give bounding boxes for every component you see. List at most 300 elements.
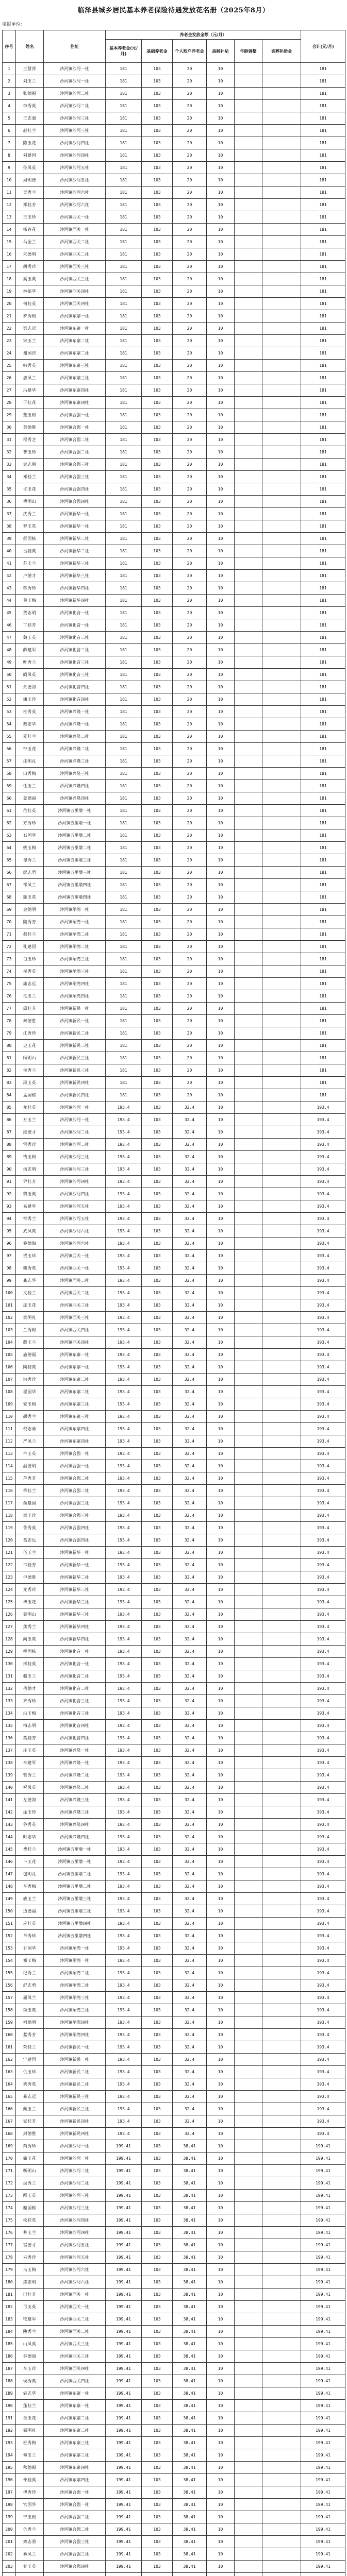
cell-total: 199.41 xyxy=(301,2165,345,2177)
cell-age-adj xyxy=(235,162,262,174)
cell-base: 103 xyxy=(142,1732,173,1744)
cell-address: 沙河镇闸湾二社 xyxy=(44,1979,106,1992)
cell-seq: 130 xyxy=(3,1658,16,1670)
cell-subsidy: 10 xyxy=(207,1287,235,1299)
cell-address: 沙河镇东寨一社 xyxy=(44,323,106,335)
cell-age-adj xyxy=(235,520,262,533)
cell-name: 辛建军 xyxy=(16,1757,44,1769)
cell-basic: 193.4 xyxy=(106,1942,142,1955)
cell-seq: 69 xyxy=(3,904,16,916)
cell-age-adj xyxy=(235,1608,262,1621)
cell-age-adj xyxy=(235,1312,262,1324)
cell-subsidy: 10 xyxy=(207,632,235,644)
cell-basic: 193.4 xyxy=(106,1213,142,1225)
cell-base: 103 xyxy=(142,1930,173,1942)
cell-subsidy: 10 xyxy=(207,1584,235,1596)
cell-name: 仇秀兰 xyxy=(16,2523,44,2536)
cell-basic: 193.4 xyxy=(106,1905,142,1918)
cell-age-adj xyxy=(235,1794,262,1806)
cell-subsidy: 10 xyxy=(207,1608,235,1621)
table-row xyxy=(3,2301,345,2313)
cell-name: 雷秀珍 xyxy=(16,1139,44,1151)
cell-total: 181 xyxy=(301,471,345,483)
table-row xyxy=(3,459,345,471)
cell-name: 田秀梅 xyxy=(16,768,44,780)
cell-personal: 32.4 xyxy=(173,1942,207,1955)
cell-name xyxy=(16,2573,44,2576)
cell-address: 沙河镇沙河二社 xyxy=(44,100,106,112)
cell-subsidy: 10 xyxy=(207,434,235,446)
table-row xyxy=(3,1744,345,1757)
cell-subsidy: 10 xyxy=(207,1868,235,1880)
cell-total: 181 xyxy=(301,656,345,669)
cell-personal: 32.4 xyxy=(173,1584,207,1596)
cell-total: 193.4 xyxy=(301,1139,345,1151)
cell-other xyxy=(262,1621,301,1633)
cell-name: 宁玉梅 xyxy=(16,2511,44,2523)
cell-other xyxy=(262,1522,301,1534)
cell-total: 199.41 xyxy=(301,2536,345,2548)
cell-name: 甘玉英 xyxy=(16,2561,44,2573)
cell-base: 103 xyxy=(142,2326,173,2338)
cell-base: 103 xyxy=(142,335,173,347)
cell-other xyxy=(262,1979,301,1992)
cell-address: 沙河镇沙河四社 xyxy=(44,137,106,149)
cell-name: 尹桂芳 xyxy=(16,1176,44,1188)
cell-other xyxy=(262,1782,301,1794)
table-row xyxy=(3,1732,345,1744)
cell-address: 沙河镇兴隆四社 xyxy=(44,1831,106,1843)
cell-subsidy: 10 xyxy=(207,755,235,768)
cell-other xyxy=(262,1349,301,1361)
cell-other xyxy=(262,1930,301,1942)
cell-personal: 20 xyxy=(173,384,207,397)
cell-total: 193.4 xyxy=(301,1967,345,1979)
cell-age-adj xyxy=(235,829,262,842)
cell-name: 刘玉兰 xyxy=(16,75,44,88)
cell-age-adj xyxy=(235,2511,262,2523)
cell-name: 龚志华 xyxy=(16,1275,44,1287)
cell-address: 沙河镇闸湾一社 xyxy=(44,1955,106,1967)
cell-base: 103 xyxy=(142,1510,173,1522)
cell-other xyxy=(262,1089,301,1101)
table-row xyxy=(3,1831,345,1843)
cell-seq: 150 xyxy=(3,1905,16,1918)
col-header-seq: 序号 xyxy=(3,30,16,63)
cell-name: 暴志远 xyxy=(16,2091,44,2103)
cell-personal: 20 xyxy=(173,199,207,211)
cell-total: 181 xyxy=(301,285,345,298)
cell-basic: 193.4 xyxy=(106,1757,142,1769)
table-row xyxy=(3,1596,345,1608)
cell-age-adj xyxy=(235,1670,262,1683)
cell-total: 199.41 xyxy=(301,2363,345,2375)
cell-total: 193.4 xyxy=(301,1646,345,1658)
cell-other xyxy=(262,1744,301,1757)
cell-subsidy: 10 xyxy=(207,1151,235,1163)
col-header-total: 合计(元/月) xyxy=(301,30,345,63)
cell-basic: 193.4 xyxy=(106,1930,142,1942)
table-row xyxy=(3,2091,345,2103)
cell-subsidy: 10 xyxy=(207,1200,235,1213)
cell-total: 181 xyxy=(301,137,345,149)
cell-base: 103 xyxy=(142,1027,173,1040)
cell-total: 199.41 xyxy=(301,2338,345,2350)
cell-total: 199.41 xyxy=(301,2190,345,2202)
cell-subsidy: 10 xyxy=(207,582,235,595)
cell-subsidy: 10 xyxy=(207,75,235,88)
cell-seq: 136 xyxy=(3,1732,16,1744)
cell-total: 181 xyxy=(301,768,345,780)
cell-other xyxy=(262,1967,301,1979)
cell-age-adj xyxy=(235,1683,262,1695)
cell-age-adj xyxy=(235,2499,262,2511)
cell-address: 沙河镇兴隆一社 xyxy=(44,1757,106,1769)
cell-name: 邱桂芳 xyxy=(16,1003,44,1015)
cell-base: 103 xyxy=(142,1880,173,1893)
cell-base: 103 xyxy=(142,496,173,508)
cell-age-adj xyxy=(235,1151,262,1163)
cell-age-adj xyxy=(235,2103,262,2115)
cell-other xyxy=(262,557,301,570)
cell-age-adj xyxy=(235,2326,262,2338)
cell-seq: 148 xyxy=(3,1880,16,1893)
cell-subsidy: 10 xyxy=(207,1658,235,1670)
cell-basic: 199.41 xyxy=(106,2239,142,2251)
cell-subsidy: 10 xyxy=(207,1411,235,1423)
cell-base: 103 xyxy=(142,199,173,211)
cell-other xyxy=(262,1670,301,1683)
table-row xyxy=(3,199,345,211)
cell-basic: 181 xyxy=(106,557,142,570)
cell-name: 祝凤英 xyxy=(16,1782,44,1794)
cell-address: 沙河镇五里墩三社 xyxy=(44,1893,106,1905)
cell-seq: 25 xyxy=(3,360,16,372)
cell-subsidy: 10 xyxy=(207,706,235,718)
cell-base: 103 xyxy=(142,2338,173,2350)
cell-seq: 186 xyxy=(3,2350,16,2363)
cell-total: 181 xyxy=(301,817,345,829)
cell-basic: 193.4 xyxy=(106,1262,142,1275)
cell-total: 199.41 xyxy=(301,2375,345,2387)
cell-age-adj xyxy=(235,125,262,137)
cell-age-adj xyxy=(235,780,262,792)
cell-personal: 32.4 xyxy=(173,1843,207,1856)
cell-age-adj xyxy=(235,372,262,384)
table-row xyxy=(3,941,345,953)
cell-subsidy: 10 xyxy=(207,224,235,236)
cell-address: 沙河镇东寨四社 xyxy=(44,2462,106,2474)
cell-address: 沙河镇新华一社 xyxy=(44,1559,106,1571)
cell-personal: 38.41 xyxy=(173,2437,207,2449)
table-row xyxy=(3,508,345,520)
cell-seq: 5 xyxy=(3,112,16,125)
cell-age-adj xyxy=(235,1806,262,1819)
cell-age-adj xyxy=(235,1386,262,1398)
cell-age-adj xyxy=(235,1510,262,1522)
cell-total: 193.4 xyxy=(301,1349,345,1361)
table-row xyxy=(3,347,345,360)
cell-name: 山凤英 xyxy=(16,2338,44,2350)
cell-other xyxy=(262,2462,301,2474)
cell-seq: 133 xyxy=(3,1695,16,1707)
cell-total: 193.4 xyxy=(301,1275,345,1287)
cell-base: 103 xyxy=(142,2437,173,2449)
cell-subsidy: 10 xyxy=(207,2227,235,2239)
cell-basic: 193.4 xyxy=(106,1868,142,1880)
cell-total: 193.4 xyxy=(301,1423,345,1435)
cell-basic: 199.41 xyxy=(106,2301,142,2313)
cell-other xyxy=(262,2301,301,2313)
cell-subsidy: 10 xyxy=(207,2264,235,2276)
cell-seq: 149 xyxy=(3,1893,16,1905)
cell-subsidy: 10 xyxy=(207,879,235,891)
cell-address: 沙河镇西关四社 xyxy=(44,1324,106,1336)
cell-other xyxy=(262,360,301,372)
cell-total: 193.4 xyxy=(301,1596,345,1608)
cell-personal: 38.41 xyxy=(173,2400,207,2412)
cell-base: 103 xyxy=(142,1707,173,1720)
cell-basic: 193.4 xyxy=(106,1139,142,1151)
cell-name: 龙桂英 xyxy=(16,1101,44,1114)
cell-personal: 20 xyxy=(173,434,207,446)
cell-base: 103 xyxy=(142,248,173,261)
cell-basic: 199.41 xyxy=(106,2326,142,2338)
cell-base: 103 xyxy=(142,1720,173,1732)
cell-address: 沙河镇沙河三社 xyxy=(44,2202,106,2214)
cell-age-adj xyxy=(235,1040,262,1052)
cell-total: 181 xyxy=(301,397,345,409)
cell-seq: 48 xyxy=(3,644,16,656)
cell-base: 103 xyxy=(142,1695,173,1707)
cell-seq: 113 xyxy=(3,1448,16,1460)
cell-other xyxy=(262,2437,301,2449)
cell-address: 沙河镇五里墩三社 xyxy=(44,867,106,879)
cell-age-adj xyxy=(235,2561,262,2573)
cell-age-adj xyxy=(235,1077,262,1089)
cell-basic: 199.41 xyxy=(106,2251,142,2264)
cell-base: 103 xyxy=(142,2190,173,2202)
cell-basic: 181 xyxy=(106,854,142,867)
cell-subsidy: 10 xyxy=(207,372,235,384)
cell-seq: 124 xyxy=(3,1584,16,1596)
cell-personal: 20 xyxy=(173,891,207,904)
cell-other xyxy=(262,2078,301,2091)
cell-age-adj xyxy=(235,1497,262,1510)
cell-base: 103 xyxy=(142,1200,173,1213)
cell-age-adj xyxy=(235,1856,262,1868)
cell-address: 沙河镇新民三社 xyxy=(44,1052,106,1064)
cell-name: 葛志远 xyxy=(16,1534,44,1547)
cell-subsidy: 10 xyxy=(207,1510,235,1522)
table-row xyxy=(3,2573,345,2576)
cell-address: 沙河镇西关一社 xyxy=(44,2301,106,2313)
cell-address: 沙河镇沙河二社 xyxy=(44,2177,106,2190)
cell-address: 沙河镇五里墩四社 xyxy=(44,879,106,891)
cell-age-adj xyxy=(235,298,262,310)
cell-personal: 32.4 xyxy=(173,1744,207,1757)
table-row xyxy=(3,471,345,483)
cell-subsidy: 10 xyxy=(207,409,235,421)
cell-personal: 32.4 xyxy=(173,1757,207,1769)
cell-total: 181 xyxy=(301,483,345,496)
cell-total: 181 xyxy=(301,1064,345,1077)
cell-total: 193.4 xyxy=(301,1497,345,1510)
cell-subsidy: 10 xyxy=(207,2289,235,2301)
cell-address: 沙河镇沙河四社 xyxy=(44,1188,106,1200)
cell-personal: 38.41 xyxy=(173,2264,207,2276)
cell-age-adj xyxy=(235,1324,262,1336)
cell-other xyxy=(262,1238,301,1250)
cell-basic: 193.4 xyxy=(106,1670,142,1683)
cell-address: 沙河镇沙河一社 xyxy=(44,1114,106,1126)
cell-name: 樊明礼 xyxy=(16,1312,44,1324)
cell-seq: 3 xyxy=(3,88,16,100)
table-row xyxy=(3,1707,345,1720)
cell-total: 181 xyxy=(301,298,345,310)
table-row xyxy=(3,990,345,1003)
cell-total: 181 xyxy=(301,965,345,978)
cell-personal: 20 xyxy=(173,829,207,842)
cell-subsidy: 10 xyxy=(207,619,235,632)
cell-base: 103 xyxy=(142,125,173,137)
cell-basic: 193.4 xyxy=(106,1707,142,1720)
cell-other xyxy=(262,965,301,978)
cell-name: 靳明山 xyxy=(16,2165,44,2177)
cell-name: 祁玉梅 xyxy=(16,1955,44,1967)
cell-basic: 181 xyxy=(106,1064,142,1077)
cell-base: 103 xyxy=(142,582,173,595)
cell-seq: 30 xyxy=(3,421,16,434)
cell-basic: 199.41 xyxy=(106,2425,142,2437)
cell-age-adj xyxy=(235,1967,262,1979)
cell-total: 193.4 xyxy=(301,1250,345,1262)
cell-subsidy: 10 xyxy=(207,1967,235,1979)
cell-seq: 51 xyxy=(3,681,16,693)
cell-address: 沙河镇合强二社 xyxy=(44,446,106,459)
cell-other xyxy=(262,2375,301,2387)
cell-subsidy: 10 xyxy=(207,681,235,693)
cell-personal: 32.4 xyxy=(173,1646,207,1658)
cell-other xyxy=(262,1225,301,1238)
cell-name: 吴秀兰 xyxy=(16,187,44,199)
cell-address: 沙河镇西关一社 xyxy=(44,2289,106,2301)
cell-basic: 181 xyxy=(106,953,142,965)
cell-other xyxy=(262,1918,301,1930)
cell-subsidy: 10 xyxy=(207,520,235,533)
cell-other xyxy=(262,63,301,75)
cell-other xyxy=(262,1262,301,1275)
cell-basic: 193.4 xyxy=(106,1349,142,1361)
cell-address: 沙河镇闸湾三社 xyxy=(44,953,106,965)
cell-seq: 13 xyxy=(3,211,16,224)
table-row xyxy=(3,224,345,236)
cell-base: 103 xyxy=(142,1782,173,1794)
cell-base: 103 xyxy=(142,1176,173,1188)
cell-name: 秋德福 xyxy=(16,2462,44,2474)
cell-address: 沙河镇西关四社 xyxy=(44,2363,106,2375)
cell-address: 沙河镇沙河六社 xyxy=(44,1238,106,1250)
cell-address: 沙河镇新民二社 xyxy=(44,2078,106,2091)
cell-name: 陈玉花 xyxy=(16,137,44,149)
cell-basic: 181 xyxy=(106,434,142,446)
cell-base: 103 xyxy=(142,1386,173,1398)
cell-seq: 58 xyxy=(3,768,16,780)
cell-subsidy: 10 xyxy=(207,1250,235,1262)
cell-seq: 22 xyxy=(3,323,16,335)
cell-total: 199.41 xyxy=(301,2474,345,2486)
table-row xyxy=(3,1510,345,1522)
cell-total: 181 xyxy=(301,1027,345,1040)
cell-subsidy: 10 xyxy=(207,1361,235,1374)
cell-other xyxy=(262,545,301,557)
cell-subsidy: 10 xyxy=(207,1485,235,1497)
cell-subsidy: 10 xyxy=(207,2091,235,2103)
cell-name: 郑桂芳 xyxy=(16,199,44,211)
cell-age-adj xyxy=(235,1979,262,1992)
cell-basic: 181 xyxy=(106,310,142,323)
cell-base: 103 xyxy=(142,1608,173,1621)
cell-other xyxy=(262,1510,301,1522)
cell-address: 沙河镇闸湾三社 xyxy=(44,1992,106,2004)
cell-other xyxy=(262,2350,301,2363)
cell-personal: 32.4 xyxy=(173,1374,207,1386)
cell-total: 181 xyxy=(301,446,345,459)
cell-base: 103 xyxy=(142,607,173,619)
cell-total: 193.4 xyxy=(301,1176,345,1188)
cell-address: 沙河镇东寨三社 xyxy=(44,1411,106,1423)
cell-age-adj xyxy=(235,1757,262,1769)
cell-subsidy: 10 xyxy=(207,1782,235,1794)
cell-seq: 57 xyxy=(3,755,16,768)
cell-age-adj xyxy=(235,681,262,693)
cell-personal: 20 xyxy=(173,619,207,632)
table-row xyxy=(3,2350,345,2363)
cell-total: 181 xyxy=(301,928,345,941)
cell-base: 103 xyxy=(142,224,173,236)
cell-personal: 38.41 xyxy=(173,2289,207,2301)
cell-personal: 32.4 xyxy=(173,1225,207,1238)
cell-total: 199.41 xyxy=(301,2227,345,2239)
cell-other xyxy=(262,285,301,298)
table-row xyxy=(3,891,345,904)
cell-basic: 199.41 xyxy=(106,2561,142,2573)
cell-subsidy: 10 xyxy=(207,496,235,508)
cell-seq: 162 xyxy=(3,2054,16,2066)
cell-base: 103 xyxy=(142,1757,173,1769)
cell-seq: 81 xyxy=(3,1052,16,1064)
cell-age-adj xyxy=(235,1423,262,1435)
cell-basic: 181 xyxy=(106,211,142,224)
cell-personal: 32.4 xyxy=(173,1918,207,1930)
cell-total: 193.4 xyxy=(301,1238,345,1250)
cell-name: 蔡玉梅 xyxy=(16,595,44,607)
cell-basic: 193.4 xyxy=(106,1621,142,1633)
cell-base: 103 xyxy=(142,1299,173,1312)
cell-personal: 32.4 xyxy=(173,1794,207,1806)
cell-basic: 193.4 xyxy=(106,2078,142,2091)
cell-personal: 32.4 xyxy=(173,1522,207,1534)
cell-basic: 199.41 xyxy=(106,2536,142,2548)
cell-address: 沙河镇新华三社 xyxy=(44,557,106,570)
cell-base: 103 xyxy=(142,1361,173,1374)
cell-total: 193.4 xyxy=(301,2103,345,2115)
cell-address: 沙河镇新华一社 xyxy=(44,520,106,533)
cell-basic: 193.4 xyxy=(106,1336,142,1349)
cell-seq: 62 xyxy=(3,817,16,829)
cell-address: 沙河镇新华三社 xyxy=(44,1596,106,1608)
table-row xyxy=(3,1918,345,1930)
